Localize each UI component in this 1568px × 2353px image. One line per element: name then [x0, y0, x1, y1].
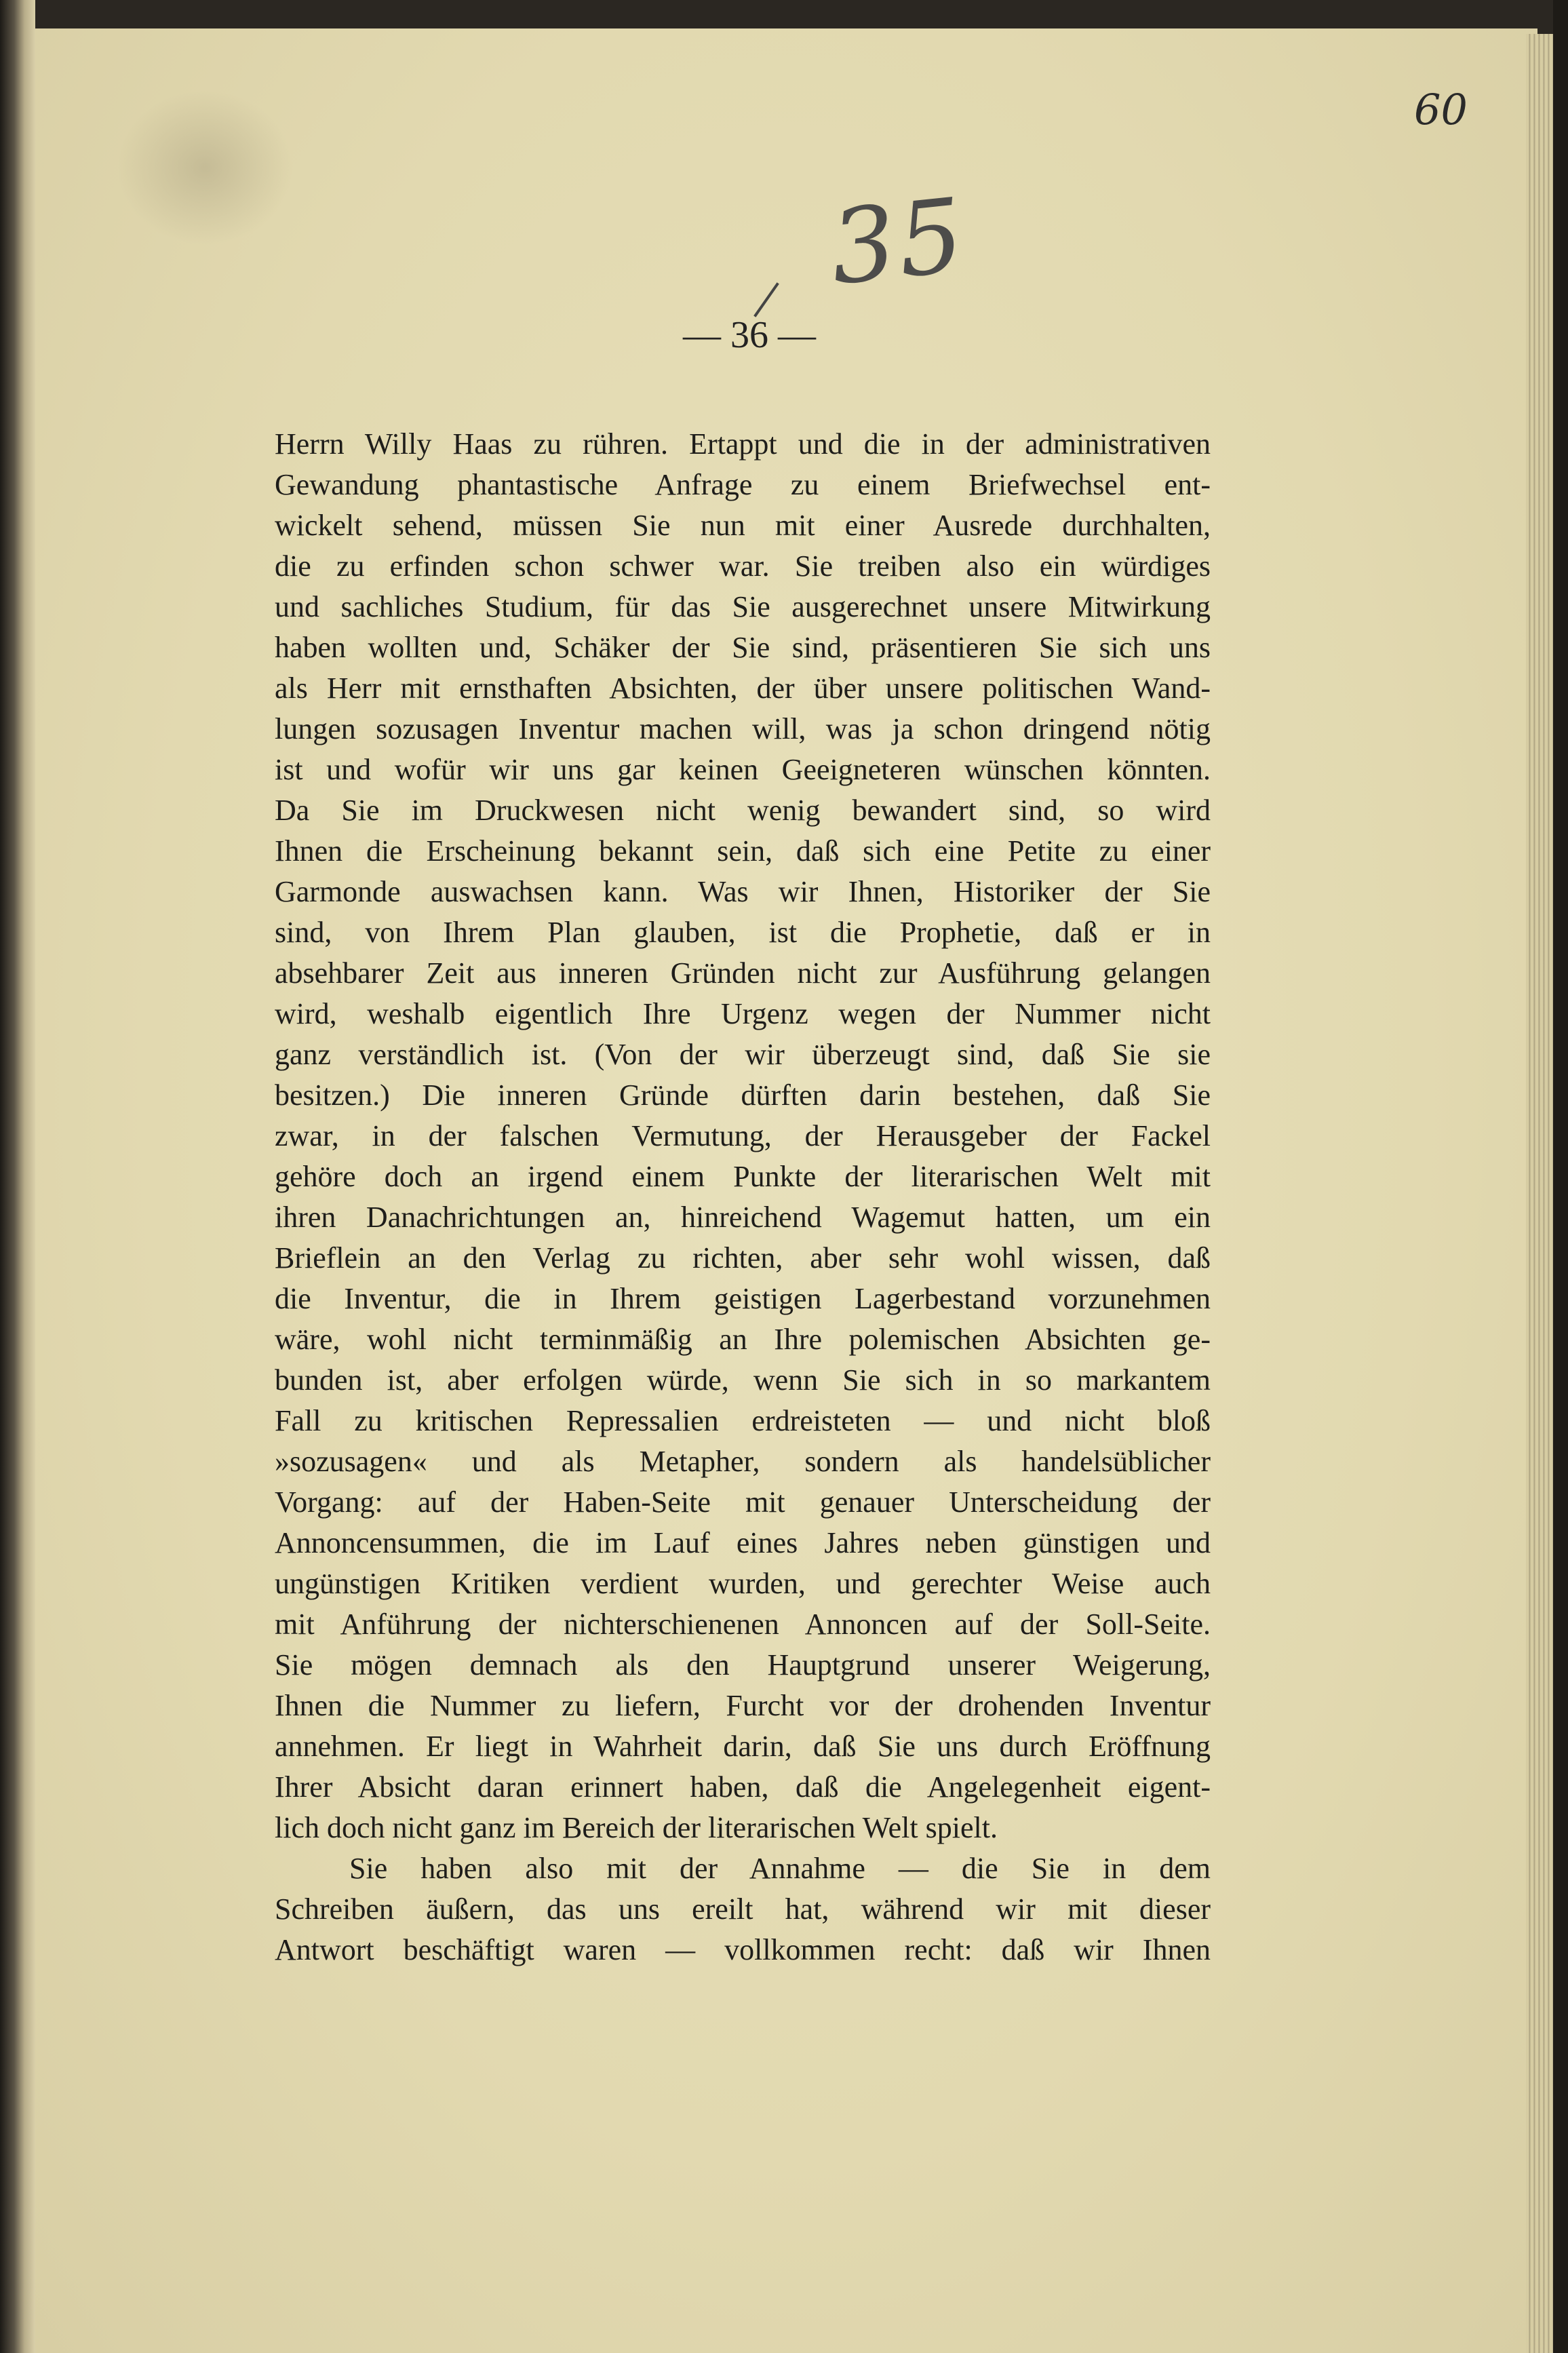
text-line: haben wollten und, Schäker der Sie sind, präsentieren Sie sich uns	[275, 631, 1211, 664]
text-line: Sie haben also mit der Annahme — die Sie in dem	[349, 1852, 1211, 1885]
handwritten-folio-number: 60	[1414, 85, 1468, 134]
text-line: Ihrer Absicht daran erinnert haben, daß die Angelegenheit eigent-	[275, 1770, 1211, 1804]
text-line: ganz verständlich ist. (Von der wir überzeugt sind, daß Sie sie	[275, 1038, 1211, 1071]
text-line: wäre, wohl nicht terminmäßig an Ihre polemischen Absichten ge-	[275, 1323, 1211, 1356]
text-line: ungünstigen Kritiken verdient wurden, und gerechter Weise auch	[275, 1567, 1211, 1600]
page-stack-edge	[1526, 34, 1553, 2353]
text-line: Sie mögen demnach als den Hauptgrund unserer Weigerung,	[275, 1648, 1211, 1681]
text-line: mit Anführung der nichterschienenen Annoncen auf der Soll-Seite.	[275, 1608, 1211, 1641]
text-line: »sozusagen« und als Metapher, sondern als handelsüblicher	[275, 1445, 1211, 1478]
text-line: annehmen. Er liegt in Wahrheit darin, daß Sie uns durch Eröffnung	[275, 1730, 1211, 1763]
text-line: ist und wofür wir uns gar keinen Geeigneteren wünschen könnten.	[275, 753, 1211, 786]
binding-edge	[0, 0, 35, 2353]
text-line: bunden ist, aber erfolgen würde, wenn Sie sich in so markantem	[275, 1363, 1211, 1397]
text-line: als Herr mit ernsthaften Absichten, der über unsere politischen Wand-	[275, 672, 1211, 705]
text-line: lich doch nicht ganz im Bereich der literarischen Welt spielt.	[275, 1811, 998, 1844]
text-line: Ihnen die Nummer zu liefern, Furcht vor der drohenden Inventur	[275, 1689, 1211, 1722]
text-line: Brieflein an den Verlag zu richten, aber sehr wohl wissen, daß	[275, 1241, 1211, 1275]
text-line: ihren Danachrichtungen an, hinreichend Wagemut hatten, um ein	[275, 1201, 1211, 1234]
text-line: Da Sie im Druckwesen nicht wenig bewandert sind, so wird	[275, 794, 1211, 827]
text-line: die Inventur, die in Ihrem geistigen Lagerbestand vorzunehmen	[275, 1282, 1211, 1315]
pencil-page-number: 35	[825, 176, 972, 308]
text-line: Annoncensummen, die im Lauf eines Jahres neben günstigen und	[275, 1526, 1211, 1559]
paper-stain	[117, 90, 293, 246]
text-line: Gewandung phantastische Anfrage zu einem Briefwechsel ent-	[275, 468, 1211, 501]
text-line: besitzen.) Die inneren Gründe dürften darin bestehen, daß Sie	[275, 1078, 1211, 1112]
text-line: Herrn Willy Haas zu rühren. Ertappt und die in der administrativen	[275, 427, 1211, 461]
text-line: Garmonde auswachsen kann. Was wir Ihnen, Historiker der Sie	[275, 875, 1211, 908]
text-line: und sachliches Studium, für das Sie ausgerechnet unsere Mitwirkung	[275, 590, 1211, 623]
text-line: wickelt sehend, müssen Sie nun mit einer Ausrede durchhalten,	[275, 509, 1211, 542]
text-line: Ihnen die Erscheinung bekannt sein, daß sich eine Petite zu einer	[275, 834, 1211, 868]
body-text	[275, 424, 1211, 1970]
text-line: sind, von Ihrem Plan glauben, ist die Prophetie, daß er in	[275, 916, 1211, 949]
text-line: die zu erfinden schon schwer war. Sie treiben also ein würdiges	[275, 549, 1211, 583]
text-line: Vorgang: auf der Haben-Seite mit genauer Unterscheidung der	[275, 1485, 1211, 1519]
text-line: Schreiben äußern, das uns ereilt hat, während wir mit dieser	[275, 1892, 1211, 1926]
text-line: lungen sozusagen Inventur machen will, was ja schon dringend nötig	[275, 712, 1211, 745]
printed-page-number: — 36 —	[683, 314, 816, 356]
text-line: Antwort beschäftigt waren — vollkommen recht: daß wir Ihnen	[275, 1933, 1211, 1966]
text-line: absehbarer Zeit aus inneren Gründen nicht zur Ausführung gelangen	[275, 956, 1211, 990]
text-line: gehöre doch an irgend einem Punkte der literarischen Welt mit	[275, 1160, 1211, 1193]
background-edge	[1553, 0, 1568, 2353]
text-line: Fall zu kritischen Repressalien erdreisteten — und nicht bloß	[275, 1404, 1211, 1437]
text-line: zwar, in der falschen Vermutung, der Herausgeber der Fackel	[275, 1119, 1211, 1152]
text-line: wird, weshalb eigentlich Ihre Urgenz wegen der Nummer nicht	[275, 997, 1211, 1030]
